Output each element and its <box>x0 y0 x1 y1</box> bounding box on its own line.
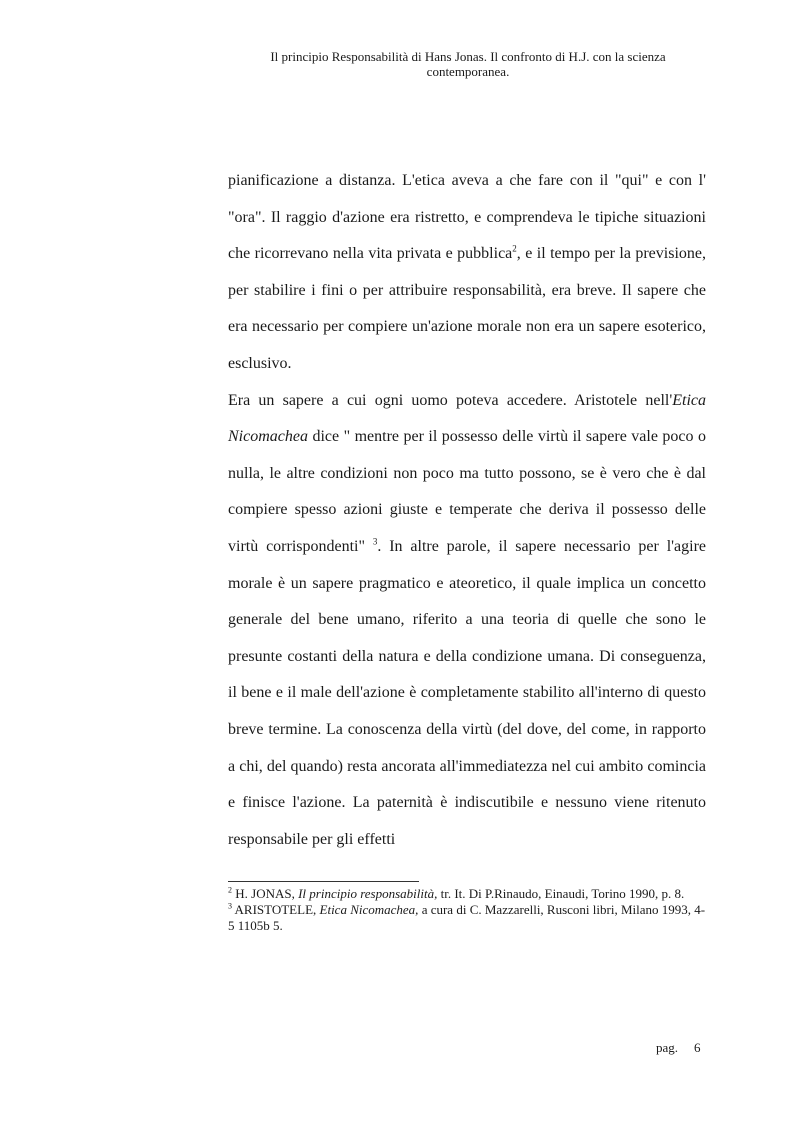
footnote-citation: a cura di C. Mazzarelli, Rusconi libri, Milano 1993, 4-5 1105b 5. <box>228 902 706 933</box>
page-number-value: 6 <box>694 1040 701 1055</box>
footnote-3 <box>228 902 706 934</box>
running-header <box>230 49 706 79</box>
footnote-citation: tr. It. Di P.Rinaudo, Einaudi, Torino 1990, p. 8. <box>437 886 685 901</box>
paragraph-1 <box>228 163 706 383</box>
main-text <box>228 163 706 858</box>
paragraph-2-text-b: dice " mentre per il possesso delle virtù il sapere vale poco o nulla, le altre condizioni non poco ma tutto possono, se è vero che è dal compiere spesso azioni giuste e temperate che deriva il possesso delle virtù corrispondenti" <box>228 428 706 555</box>
header-line-2: contemporanea. <box>426 64 510 79</box>
paragraph-2-text-a: Era un sapere a cui ogni uomo poteva accedere. Aristotele nell' <box>228 391 673 409</box>
page-number <box>656 1040 701 1056</box>
paragraph-1-text-a: pianificazione a distanza. L'etica aveva a che fare con il "qui" e con l' "ora". Il raggio d'azione era ristretto, e comprendeva le tipiche situazioni che ricorrevano nella vita privata e pubblica <box>228 172 706 263</box>
paragraph-1-text-b: , e il tempo per la previsione, per stabilire i fini o per attribuire responsabilità, era breve. Il sapere che era necessario per compiere un'azione morale non era un sapere esoterico, esclusivo. <box>228 245 706 372</box>
footnote-marker: 3 <box>228 901 232 911</box>
footnote-title: Etica Nicomachea, <box>319 902 419 917</box>
footnote-author: ARISTOTELE, <box>232 902 320 917</box>
footnote-ref-3[interactable]: 3 <box>372 536 378 547</box>
footnote-2 <box>228 886 706 902</box>
paragraph-2 <box>228 383 706 859</box>
footnote-author: H. JONAS, <box>232 886 299 901</box>
footnote-marker: 2 <box>228 885 232 895</box>
footnotes <box>228 886 706 934</box>
header-line-1: Il principio Responsabilità di Hans Jonas. Il confronto di H.J. con la scienza <box>270 49 666 64</box>
footnote-ref-2[interactable]: 2 <box>512 243 517 254</box>
page-label: pag. <box>656 1040 679 1055</box>
paragraph-2-text-c: . In altre parole, il sapere necessario per l'agire morale è un sapere pragmatico e ateoretico, il quale implica un concetto generale del bene umano, riferito a una teoria di quelle che sono le presunte costanti della natura e della condizione umana. Di conseguenza, il bene e il male dell'azione è completamente stabilito all'interno di questo breve termine. La conoscenza della virtù (del dove, del come, in rapporto a chi, del quando) resta ancorata all'immediatezza nel cui ambito comincia e finisce l'azione. La paternità è indiscutibile e nessuno viene ritenuto responsabile per gli effetti <box>228 537 707 848</box>
footnote-separator <box>228 881 419 882</box>
footnote-title: Il principio responsabilità, <box>298 886 438 901</box>
book-title-etica-nicomachea: Etica Nicomachea <box>228 391 706 446</box>
